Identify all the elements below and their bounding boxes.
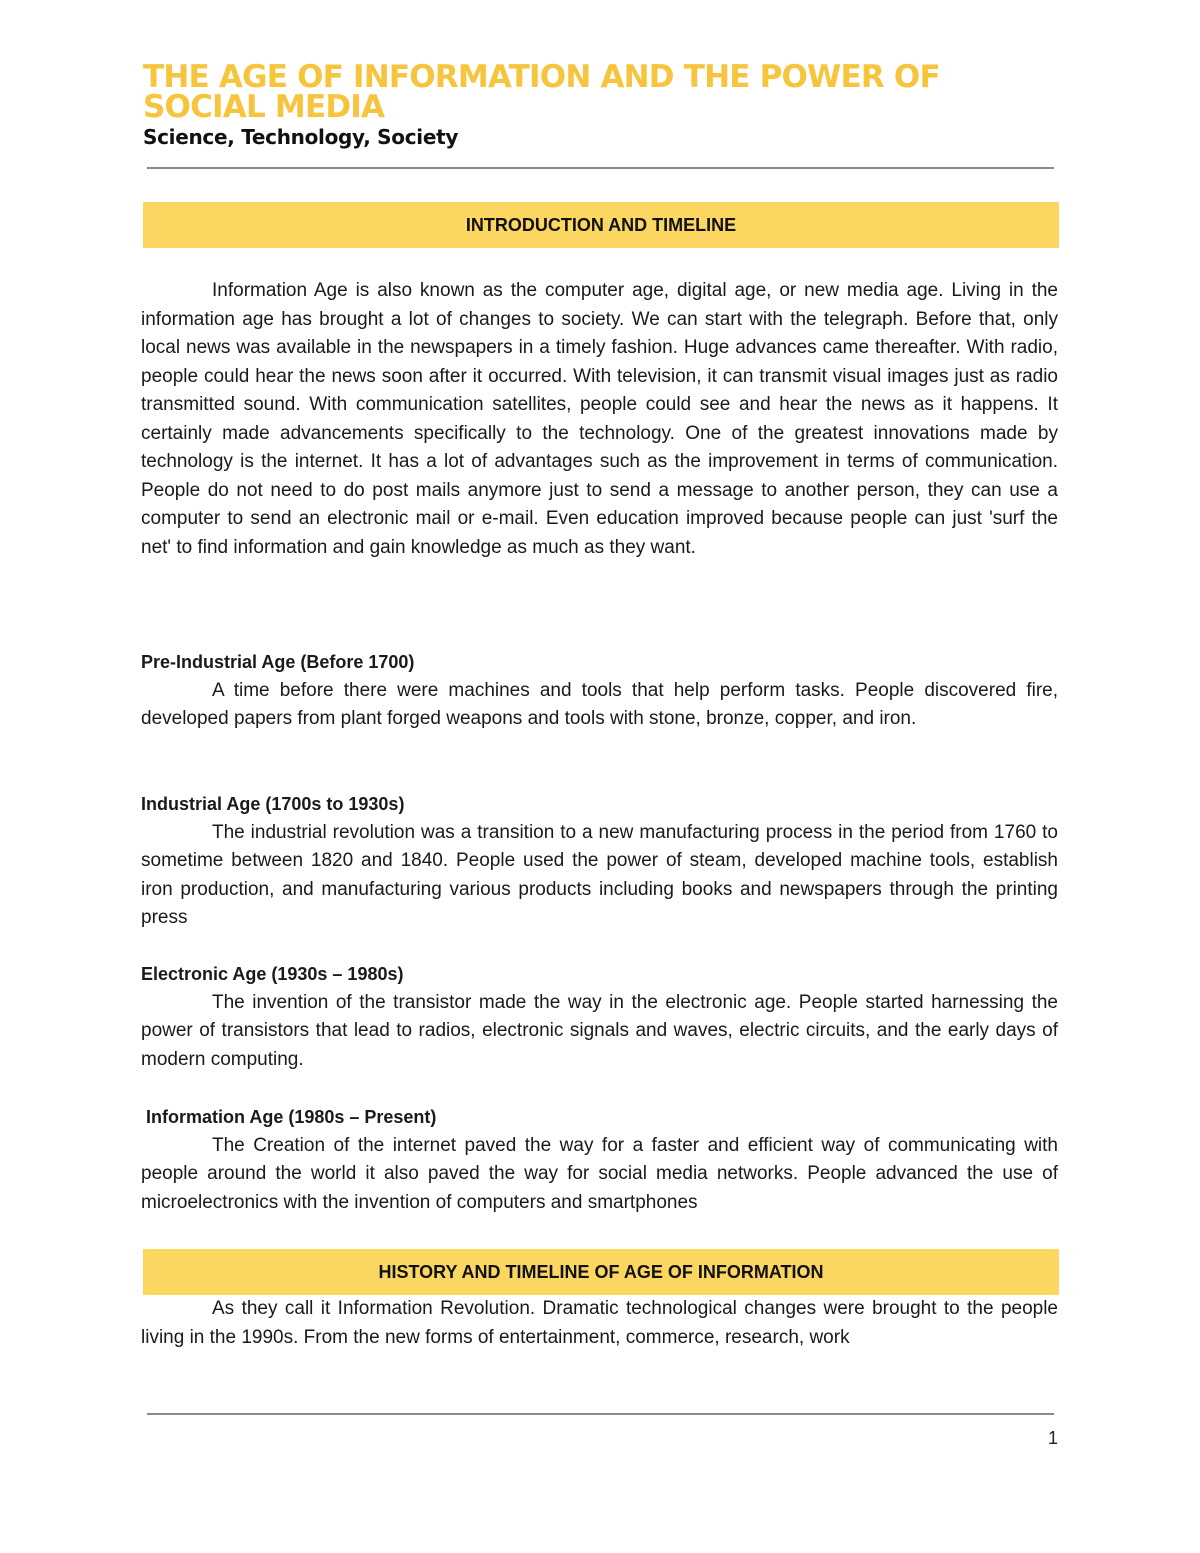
era-pre-industrial	[141, 648, 1058, 734]
era-heading: Industrial Age (1700s to 1930s)	[141, 794, 405, 814]
header-divider	[147, 167, 1054, 169]
era-paragraph: A time before there were machines and tools that help perform tasks. People discovered fire, developed papers from plant forged weapons and tools with stone, bronze, copper, and iron.	[141, 679, 1058, 729]
document-subtitle: Science, Technology, Society	[143, 125, 459, 149]
era-industrial	[141, 790, 1058, 933]
document-title: THE AGE OF INFORMATION AND THE POWER OF SOCIAL MEDIA	[143, 59, 940, 125]
history-paragraph: As they call it Information Revolution. Dramatic technological changes were brought to the people living in the 1990s. From the new forms of entertainment, commerce, research, work	[141, 1298, 1058, 1348]
introduction-paragraph: Information Age is also known as the computer age, digital age, or new media age. Living in the information age has brought a lot of changes to society. We can start with the telegraph. Before that, only local news was available in the newspapers in a timely fashion. Huge advances came thereafter. With radio, people could hear the news soon after it occurred. With television, it can transmit visual images just as radio transmitted sound. With communication satellites, people could see and hear the news as it happens. It certainly made advancements specifically to the technology. One of the greatest innovations made by technology is the internet. It has a lot of advantages such as the improvement in terms of communication. People do not need to do post mails anymore just to send a message to another person, they can use a computer to send an electronic mail or e-mail. Even education improved because people can just 'surf the net' to find information and gain knowledge as much as they want.	[141, 280, 1058, 558]
era-paragraph: The industrial revolution was a transition to a new manufacturing process in the period from 1760 to sometime between 1820 and 1840. People used the power of steam, developed machine tools, establish iron production, and manufacturing various products including books and newspapers through the printing press	[141, 821, 1058, 928]
section-banner-introduction: INTRODUCTION AND TIMELINE	[143, 202, 1059, 248]
era-heading: Information Age (1980s – Present)	[146, 1107, 437, 1127]
era-heading: Pre-Industrial Age (Before 1700)	[141, 652, 415, 672]
page-number: 1	[1048, 1428, 1059, 1448]
history-section	[141, 1295, 1058, 1352]
era-heading: Electronic Age (1930s – 1980s)	[141, 964, 404, 984]
footer-divider	[147, 1413, 1054, 1415]
era-information	[141, 1103, 1058, 1217]
era-electronic	[141, 960, 1058, 1074]
era-paragraph: The invention of the transistor made the way in the electronic age. People started harnessing the power of transistors that lead to radios, electronic signals and waves, electric circuits, and the early days of modern computing.	[141, 991, 1058, 1070]
section-banner-history: HISTORY AND TIMELINE OF AGE OF INFORMATION	[143, 1249, 1059, 1295]
introduction-section	[141, 277, 1058, 562]
era-paragraph: The Creation of the internet paved the way for a faster and efficient way of communicating with people around the world it also paved the way for social media networks. People advanced the use of microelectronics with the invention of computers and smartphones	[141, 1134, 1058, 1213]
